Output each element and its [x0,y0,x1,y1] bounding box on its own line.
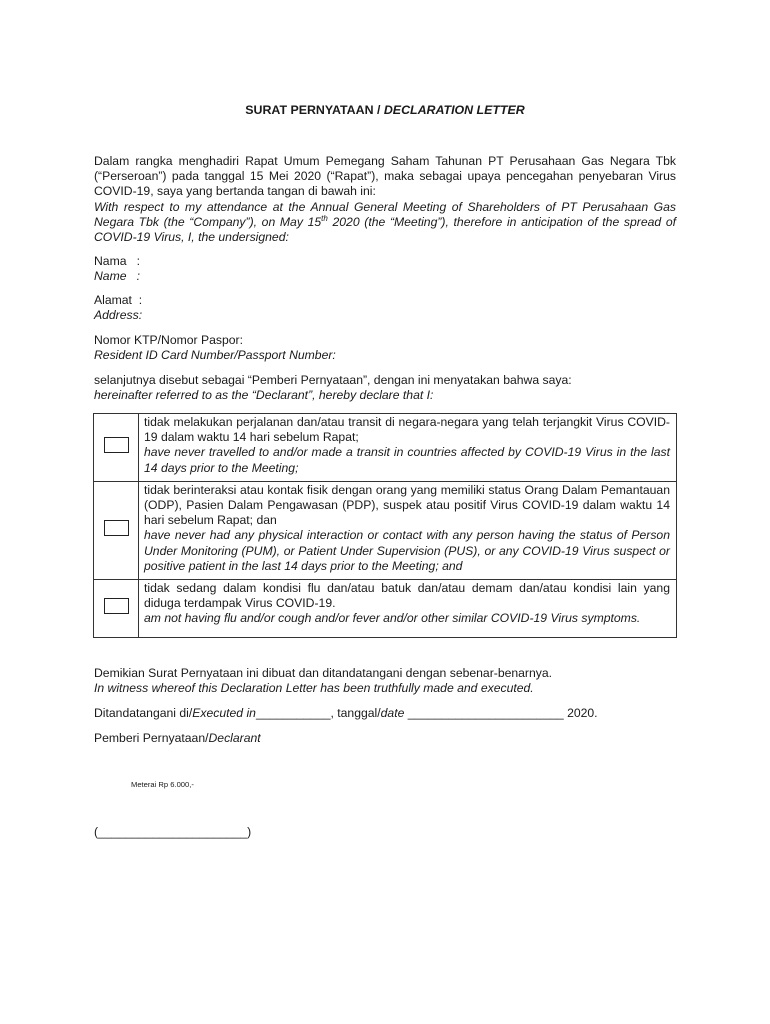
statement-2-indonesian: tidak berinteraksi atau kontak fisik dengan orang yang memiliki status Orang Dalam Pemantauan (ODP), Pasien Dalam Pengawasan (PDP), suspek atau positif Virus COVID-19 dalam waktu 14 hari sebelum Rapat; dan [144,482,670,528]
statement-2-english: have never had any physical interaction or contact with any person having the status of Person Under Monitoring (PUM), or Patient Under Supervision (PUS), or any COVID-19 Virus suspect or positive patient in the last 14 days prior to the Meeting; and [144,528,670,573]
declarant-label [94,731,676,746]
year-text: 2020. [563,706,598,720]
statement-1-english: have never travelled to and/or made a transit in countries affected by COVID-19 Virus in the last 14 days prior to the Meeting; [144,445,670,475]
statement-row [94,414,677,482]
statement-3-english: am not having flu and/or cough and/or fever and/or other similar COVID-19 Virus symptoms. [144,611,641,626]
date-separator: , tanggal/ [330,706,381,720]
closing-english: In witness whereof this Declaration Letter has been truthfully made and executed. [94,681,534,696]
signed-place-date-line [94,706,676,721]
statement-3-checkbox[interactable] [104,598,129,614]
place-blank[interactable]: ___________ [255,706,331,720]
intro-english-superscript: th [321,213,328,223]
address-label-english: Address: [94,308,143,323]
checkbox-cell [94,414,139,482]
signature-line[interactable]: (______________________) [94,825,252,839]
name-field [94,254,676,284]
signed-prefix: Ditandatangani di/ [94,706,193,720]
checkbox-cell [94,580,139,638]
statement-1-indonesian: tidak melakukan perjalanan dan/atau transit di negara-negara yang telah terjangkit Virus COVID-19 dalam waktu 14 hari sebelum Rapat; [144,415,670,445]
document-title [0,103,770,118]
intro-english-part1: With respect to my attendance at the Annual General Meeting of Shareholders of PT Perusahaan Gas Negara Tbk (the “Company”), on May 15 [94,199,676,229]
closing-indonesian: Demikian Surat Pernyataan ini dibuat dan ditandatangani dengan sebenar-benarnya. [94,666,553,680]
id-card-field [94,333,676,363]
title-english: DECLARATION LETTER [383,103,525,117]
statement-text [139,580,677,638]
declaration-intro [94,373,676,403]
intro-english-part2: 2020 (the “Meeting”), therefore in anticipation of the spread of COVID-19 Virus, I, the undersigned: [94,214,676,245]
id-card-label-indonesian: Nomor KTP/Nomor Paspor: [94,333,243,347]
executed-in-label: Executed in [192,706,256,720]
statement-3-indonesian: tidak sedang dalam kondisi flu dan/atau batuk dan/atau demam dan/atau kondisi lain yang diduga terdampak Virus COVID-19. [144,581,670,611]
statement-row [94,481,677,579]
statement-text [139,414,677,482]
address-label-indonesian: Alamat : [94,293,143,307]
name-label-english: Name : [94,269,141,284]
statement-text [139,481,677,579]
declaration-intro-indonesian: selanjutnya disebut sebagai “Pemberi Pernyataan”, dengan ini menyatakan bahwa saya: [94,373,572,387]
statement-row [94,580,677,638]
checkbox-cell [94,481,139,579]
date-blank[interactable]: _______________________ [404,706,564,720]
name-label-indonesian: Nama : [94,254,141,268]
title-indonesian: SURAT PERNYATAAN / [245,103,384,117]
intro-indonesian: Dalam rangka menghadiri Rapat Umum Pemegang Saham Tahunan PT Perusahaan Gas Negara Tbk (“Perseroan”) pada tanggal 15 Mei 2020 (“Rapat”), maka sebagai upaya pencegahan penyebaran Virus COVID-19, saya yang bertanda tangan di bawah ini: [94,154,676,199]
declarant-indonesian: Pemberi Pernyataan/ [94,731,209,745]
date-label: date [380,706,405,720]
closing-paragraph [94,666,676,696]
intro-english [94,200,676,246]
declarant-english: Declarant [208,731,261,745]
stamp-duty-note: Meterai Rp 6.000,- [131,780,194,789]
statement-1-checkbox[interactable] [104,437,129,453]
statement-table [93,413,677,638]
declaration-intro-english: hereinafter referred to as the “Declarant”, hereby declare that I: [94,388,434,403]
statement-2-checkbox[interactable] [104,520,129,536]
id-card-label-english: Resident ID Card Number/Passport Number: [94,348,336,363]
address-field [94,293,676,323]
intro-paragraph [94,154,676,245]
